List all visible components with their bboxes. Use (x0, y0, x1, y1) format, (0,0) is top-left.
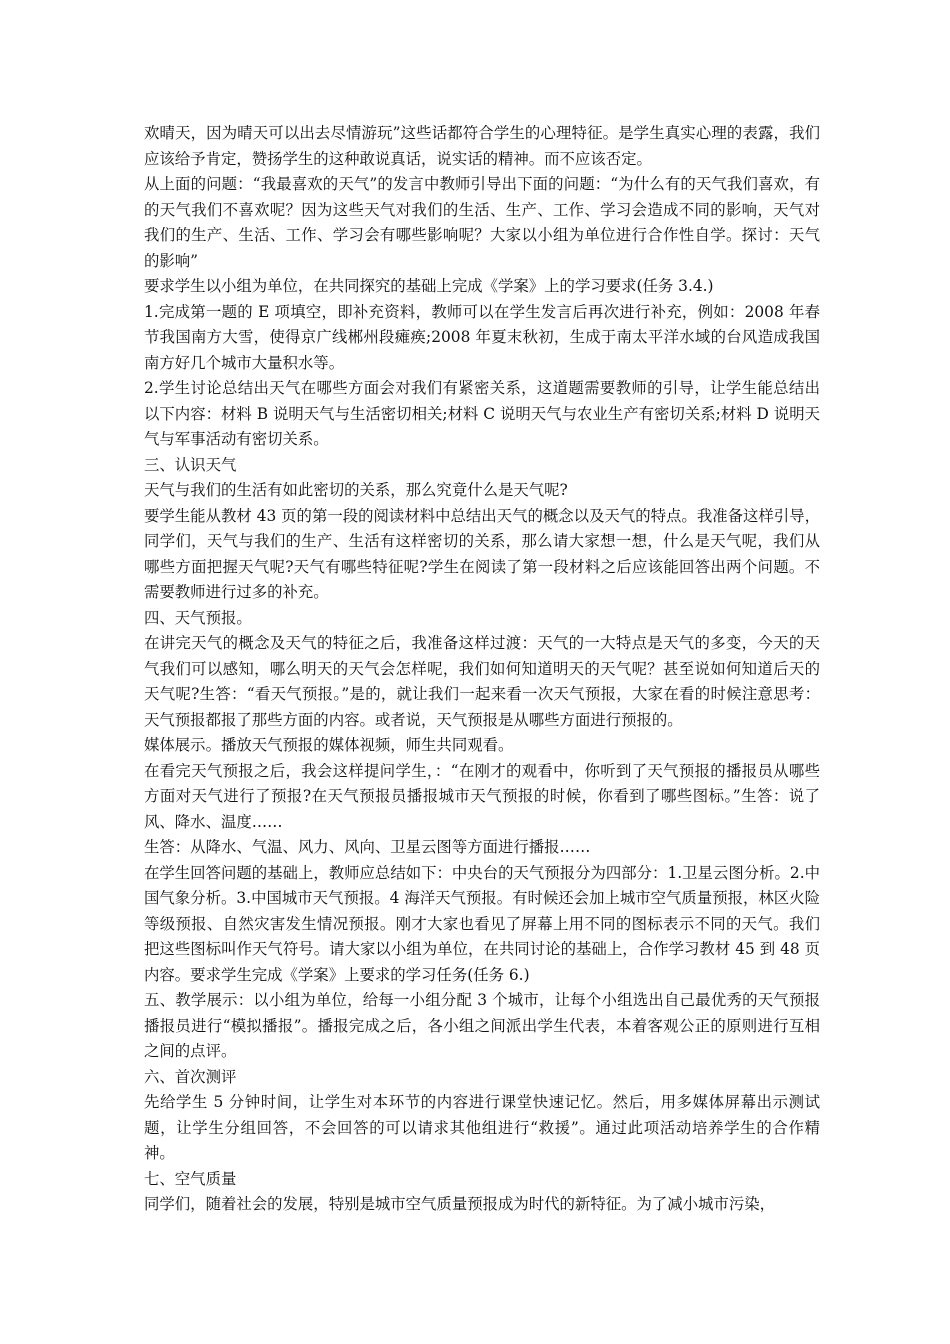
section-heading-6: 六、首次测评 (144, 1067, 237, 1086)
paragraph-14: 在学生回答问题的基础上，教师应总结如下：中央台的天气预报分为四部分：1.卫星云图分析。2.中国气象分析。3.中国城市天气预报。4 海洋天气预报。有时候还会加上城市空气质量预报，林区火险等级预报、自然灾害发生情况预报。刚才大家也看见了屏幕上用不同的图标表示不同的天气。我们把这些图标叫作天气符号。请大家以小组为单位，在共同讨论的基础上，合作学习教材 45 到 48 页内容。要求学生完成《学案》上要求的学习任务(任务 6.) (144, 863, 820, 984)
paragraph-17: 先给学生 5 分钟时间，让学生对本环节的内容进行课堂快速记忆。然后，用多媒体屏幕出示测试题，让学生分组回答，不会回答的可以请求其他组进行“救援”。通过此项活动培养学生的合作精神。 (144, 1093, 820, 1162)
document-page (144, 121, 820, 1218)
paragraph-5: 2.学生讨论总结出天气在哪些方面会对我们有紧密关系，这道题需要教师的引导，让学生能总结出以下内容：材料 B 说明天气与生活密切相关;材料 C 说明天气与农业生产有密切关系;材料 D 说明天气与军事活动有密切关系。 (144, 379, 820, 448)
section-heading-3: 三、认识天气 (144, 455, 237, 474)
paragraph-15: 五、教学展示：以小组为单位，给每一小组分配 3 个城市，让每个小组选出自己最优秀的天气预报播报员进行“模拟播报”。播报完成之后，各小组之间派出学生代表，本着客观公正的原则进行互相之间的点评。 (144, 991, 820, 1060)
paragraph-8: 要学生能从教材 43 页的第一段的阅读材料中总结出天气的概念以及天气的特点。我准备这样引导，同学们，天气与我们的生产、生活有这样密切的关系，那么请大家想一想，什么是天气呢，我们从哪些方面把握天气呢?天气有哪些特征呢?学生在阅读了第一段材料之后应该能回答出两个问题。不需要教师进行过多的补充。 (144, 506, 820, 601)
section-heading-4: 四、天气预报。 (144, 608, 252, 627)
paragraph-2: 从上面的问题：“我最喜欢的天气”的发言中教师引导出下面的问题：“为什么有的天气我们喜欢，有的天气我们不喜欢呢？因为这些天气对我们的生活、生产、工作、学习会造成不同的影响，天气对我们的生产、生活、工作、学习会有哪些影响呢？大家以小组为单位进行合作性自学。探讨：天气的影响” (144, 175, 820, 270)
paragraph-12: 在看完天气预报之后，我会这样提问学生，：“在刚才的观看中，你听到了天气预报的播报员从哪些方面对天气进行了预报?在天气预报员播报城市天气预报的时候，你看到了哪些图标。”生答：说了风、降水、温度…… (144, 761, 820, 831)
paragraph-19: 同学们，随着社会的发展，特别是城市空气质量预报成为时代的新特征。为了减小城市污染， (144, 1195, 776, 1213)
paragraph-1: 欢晴天，因为晴天可以出去尽情游玩”这些话都符合学生的心理特征。是学生真实心理的表露，我们应该给予肯定，赞扬学生的这种敢说真话，说实话的精神。而不应该否定。 (144, 124, 820, 168)
paragraph-7: 天气与我们的生活有如此密切的关系，那么究竟什么是天气呢? (144, 481, 568, 499)
paragraph-11: 媒体展示。播放天气预报的媒体视频，师生共同观看。 (144, 736, 514, 754)
paragraph-10: 在讲完天气的概念及天气的特征之后，我准备这样过渡：天气的一大特点是天气的多变，今天的天气我们可以感知，哪么明天的天气会怎样呢，我们如何知道明天的天气呢？甚至说如何知道后天的天气呢?生答：“看天气预报。”是的，就让我们一起来看一次天气预报，大家在看的时候注意思考：天气预报都报了那些方面的内容。或者说，天气预报是从哪些方面进行预报的。 (144, 634, 820, 729)
section-heading-7: 七、空气质量 (144, 1169, 237, 1188)
paragraph-4: 1.完成第一题的 E 项填空，即补充资料，教师可以在学生发言后再次进行补充，例如：2008 年春节我国南方大雪，使得京广线郴州段瘫痪;2008 年夏末秋初，生成于南太平洋水域的台风造成我国南方好几个城市大量积水等。 (144, 302, 820, 372)
paragraph-3: 要求学生以小组为单位，在共同探究的基础上完成《学案》上的学习要求(任务 3.4.) (144, 277, 714, 295)
paragraph-13: 生答：从降水、气温、风力、风向、卫星云图等方面进行播报…… (144, 838, 591, 856)
